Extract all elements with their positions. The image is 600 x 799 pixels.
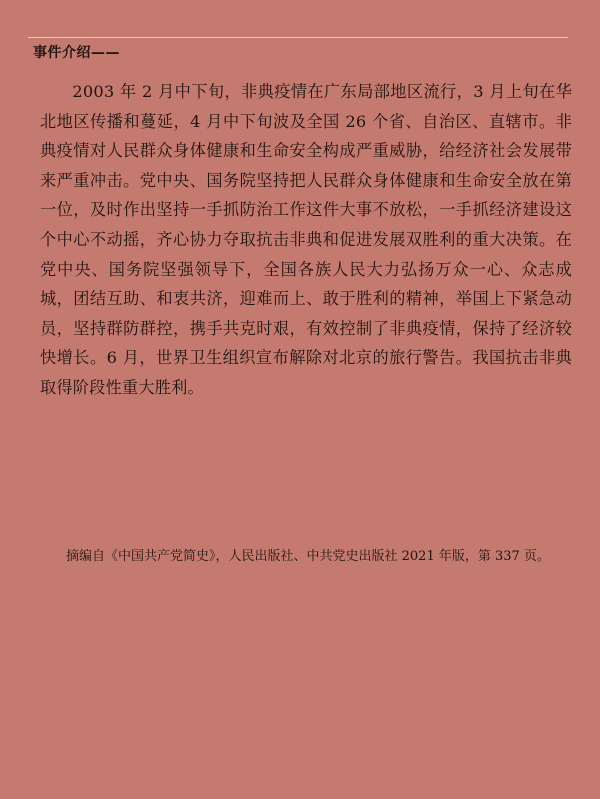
event-description-paragraph: 2003 年 2 月中下旬，非典疫情在广东局部地区流行，3 月上旬在华北地区传播和蔓延，4 月中下旬波及全国 26 个省、自治区、直辖市。非典疫情对人民群众身体健康和生命安全构成严重威胁，给经济社会发展带来严重冲击。党中央、国务院坚持把人民群众身体健康和生命安全放在第一位，及时作出坚持一手抓防治工作这件大事不放松，一手抓经济建设这个中心不动摇，齐心协力夺取抗击非典和促进发展双胜利的重大决策。在党中央、国务院坚强领导下，全国各族人民大力弘扬万众一心、众志成城，团结互助、和衷共济，迎难而上、敢于胜利的精神，举国上下紧急动员，坚持群防群控，携手共克时艰，有效控制了非典疫情，保持了经济较快增长。6 月，世界卫生组织宣布解除对北京的旅行警告。我国抗击非典取得阶段性重大胜利。 xyxy=(40,82,572,397)
top-divider xyxy=(28,37,568,38)
section-heading: 事件介绍—— xyxy=(33,45,120,61)
source-citation: 摘编自《中国共产党简史》，人民出版社、中共党史出版社 2021 年版，第 337 页。 xyxy=(66,549,550,564)
